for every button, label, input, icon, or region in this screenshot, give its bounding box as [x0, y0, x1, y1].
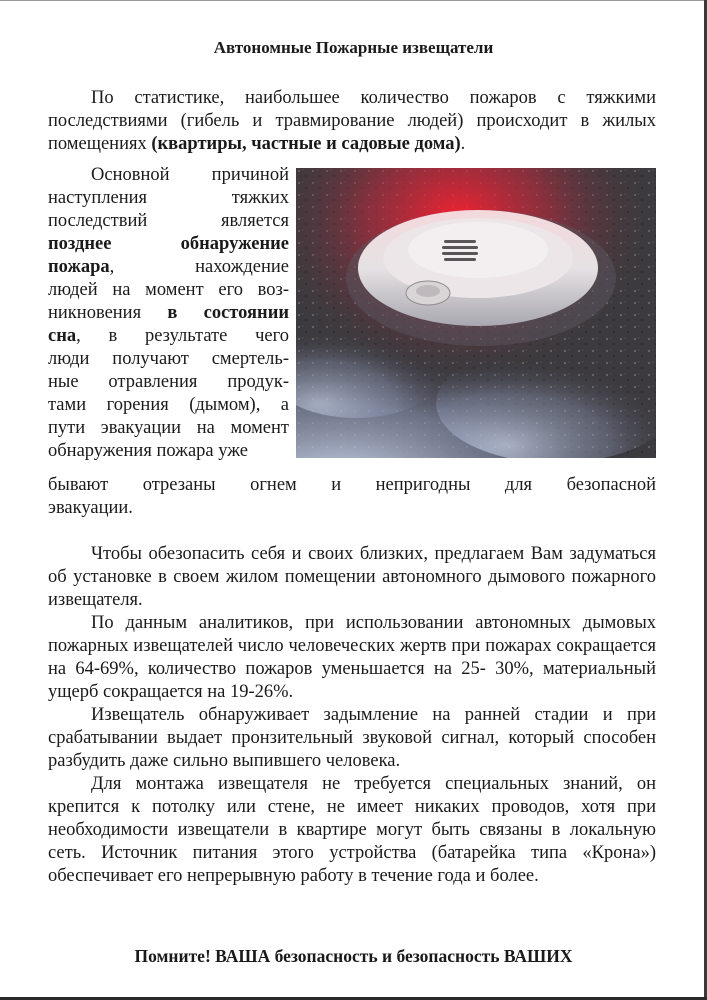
footer-slogan: Помните! ВАША безопасность и безопасность ВАШИХ: [134, 946, 573, 966]
cause-line: Основной причиной: [91, 165, 289, 185]
bold-sleep: сна: [48, 326, 77, 346]
smoke-detector-illustration: [296, 168, 656, 458]
cause-line: людей на момент его воз-: [48, 280, 289, 300]
cause-line: пути эвакуации на момент: [48, 418, 289, 438]
cause-line: люди получают смертель-: [48, 349, 289, 369]
paragraph-recommendation: Чтобы обезопасить себя и своих близких, предлагаем Вам задуматься об установке в своем жилом помещении автономного дымового пожарного извещателя.: [48, 544, 656, 610]
intro-text: По статистике, наибольшее количество пожаров с тяжкими последствиями (гибель и травмирование людей) происходит в жилых помещениях: [48, 88, 656, 154]
cause-line: никновения в состоянии: [48, 303, 290, 323]
continuation-line: эвакуации.: [48, 498, 133, 518]
cause-line: ные отравления продук-: [48, 372, 289, 392]
cause-line: наступления тяжких: [48, 188, 289, 208]
paragraph-installation: Для монтажа извещателя не требуется специальных знаний, он крепится к потолку или стене, не имеет никаких проводов, хотя при необходимости извещатели в квартире могут быть связаны в локальную сеть. Источник питания этого устройства (батарейка типа «Крона») обеспечивает его непрерывную работу в течение года и более.: [48, 774, 656, 886]
intro-paragraph: [48, 87, 656, 156]
bold-fire: пожара: [48, 257, 110, 277]
paragraph-detection: Извещатель обнаруживает задымление на ранней стадии и при срабатывании выдает пронзительный звуковой сигнал, который способен разбудить даже сильно выпившего человека.: [48, 705, 656, 771]
cause-column: [48, 164, 289, 463]
cause-line: тами горения (дымом), а: [48, 395, 289, 415]
intro-bold-housing: (квартиры, частные и садовые дома): [151, 134, 461, 154]
cause-line: сна, в результате чего: [48, 326, 289, 346]
page-top-edge: [0, 0, 707, 1]
bold-late-detection: позднее обнаружение: [48, 234, 289, 254]
bold-in-state: в состоянии: [167, 303, 290, 323]
cause-line-bold: [48, 233, 289, 256]
main-paragraphs: [48, 543, 656, 888]
paragraph-statistics: По данным аналитиков, при использовании автономных дымовых пожарных извещателей число человеческих жертв при пожарах сокращается на 64-69%, количество пожаров уменьшается на 25- 30%, материальный ущерб сокращается на 19-26%.: [48, 613, 656, 702]
continuation-line: бывают отрезаны огнем и непригодны для безопасной: [48, 475, 656, 495]
cause-line: обнаружения пожара уже: [48, 441, 248, 461]
cause-line: пожара, нахождение: [48, 257, 289, 277]
cause-continuation: [48, 474, 656, 520]
intro-end: .: [460, 134, 466, 154]
smoke-detector-photo: [296, 168, 656, 458]
cause-line: последствий является: [48, 211, 289, 231]
document-title: Автономные Пожарные извещатели: [213, 38, 494, 57]
